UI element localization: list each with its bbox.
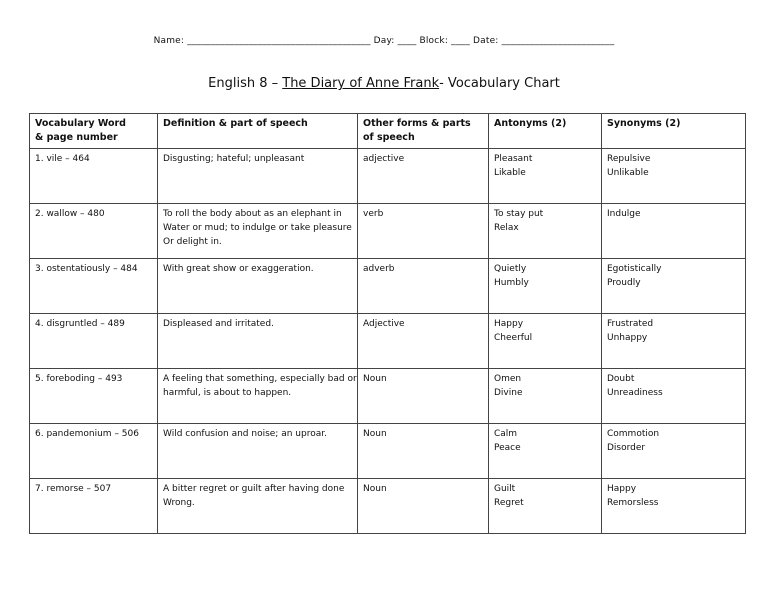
definition-line: Disgusting; hateful; unpleasant xyxy=(163,154,305,164)
table-row xyxy=(30,424,746,479)
definition-line: Water or mud; to indulge or take pleasure xyxy=(163,223,352,233)
table-row xyxy=(30,149,746,204)
antonyms-cell xyxy=(489,259,602,314)
forms-cell: adverb xyxy=(358,259,489,314)
synonym: Unhappy xyxy=(607,333,648,343)
word-cell: 2. wallow – 480 xyxy=(30,204,158,259)
antonym: Humbly xyxy=(494,278,529,288)
antonyms-cell xyxy=(489,424,602,479)
title-prefix: English 8 – xyxy=(208,76,283,91)
header-definition xyxy=(158,114,358,149)
table-row xyxy=(30,314,746,369)
name-blank[interactable]: _______________________________________ xyxy=(187,36,371,46)
header-other-forms xyxy=(358,114,489,149)
definition-cell xyxy=(158,369,358,424)
antonyms-cell xyxy=(489,314,602,369)
word-cell: 1. vile – 464 xyxy=(30,149,158,204)
word-cell: 3. ostentatiously – 484 xyxy=(30,259,158,314)
forms-cell: Noun xyxy=(358,424,489,479)
synonym: Commotion xyxy=(607,429,660,439)
table-row xyxy=(30,369,746,424)
header-line: Vocabulary Word xyxy=(35,118,126,129)
day-label: Day: xyxy=(373,36,395,46)
antonyms-cell xyxy=(489,369,602,424)
header-vocabulary-word xyxy=(30,114,158,149)
date-blank[interactable]: ________________________ xyxy=(501,36,615,46)
name-label: Name: xyxy=(153,36,185,46)
antonyms-cell xyxy=(489,204,602,259)
synonyms-cell xyxy=(602,314,746,369)
antonym: Quietly xyxy=(494,264,527,274)
table-row xyxy=(30,479,746,534)
header-antonyms xyxy=(489,114,602,149)
header-synonyms xyxy=(602,114,746,149)
antonyms-cell xyxy=(489,149,602,204)
page-title xyxy=(0,76,768,91)
header-line: Definition & part of speech xyxy=(163,118,308,129)
antonym: To stay put xyxy=(494,209,544,219)
synonyms-cell xyxy=(602,259,746,314)
forms-cell: Noun xyxy=(358,369,489,424)
synonyms-cell xyxy=(602,479,746,534)
synonym: Happy xyxy=(607,484,637,494)
antonym: Guilt xyxy=(494,484,516,494)
antonym: Happy xyxy=(494,319,524,329)
antonym: Likable xyxy=(494,168,526,178)
table-row xyxy=(30,259,746,314)
word-cell: 5. foreboding – 493 xyxy=(30,369,158,424)
header-line: of speech xyxy=(363,132,415,143)
forms-cell: verb xyxy=(358,204,489,259)
synonym: Unlikable xyxy=(607,168,649,178)
antonyms-cell xyxy=(489,479,602,534)
student-info-line xyxy=(0,36,768,46)
header-line: Synonyms (2) xyxy=(607,118,681,129)
book-title: The Diary of Anne Frank xyxy=(282,76,440,91)
word-cell: 4. disgruntled – 489 xyxy=(30,314,158,369)
antonym: Cheerful xyxy=(494,333,533,343)
synonym: Frustrated xyxy=(607,319,654,329)
table-row xyxy=(30,204,746,259)
antonym: Pleasant xyxy=(494,154,533,164)
synonym: Egotistically xyxy=(607,264,662,274)
definition-cell xyxy=(158,314,358,369)
date-label: Date: xyxy=(473,36,499,46)
header-line: Other forms & parts xyxy=(363,118,471,129)
synonyms-cell xyxy=(602,424,746,479)
definition-line: A bitter regret or guilt after having done xyxy=(163,484,345,494)
definition-line: To roll the body about as an elephant in xyxy=(163,209,342,219)
synonym: Doubt xyxy=(607,374,635,384)
synonym: Repulsive xyxy=(607,154,651,164)
table-header-row xyxy=(30,114,746,149)
synonym: Disorder xyxy=(607,443,646,453)
word-cell: 6. pandemonium – 506 xyxy=(30,424,158,479)
antonym: Relax xyxy=(494,223,519,233)
forms-cell: adjective xyxy=(358,149,489,204)
definition-cell xyxy=(158,204,358,259)
definition-cell xyxy=(158,424,358,479)
definition-line: harmful, is about to happen. xyxy=(163,388,292,398)
synonym: Remorsless xyxy=(607,498,659,508)
definition-cell xyxy=(158,149,358,204)
header-line: & page number xyxy=(35,132,118,143)
definition-line: A feeling that something, especially bad or xyxy=(163,374,357,384)
synonym: Proudly xyxy=(607,278,641,288)
title-suffix: - Vocabulary Chart xyxy=(439,76,560,91)
antonym: Divine xyxy=(494,388,523,398)
synonym: Unreadiness xyxy=(607,388,663,398)
synonyms-cell xyxy=(602,369,746,424)
antonym: Omen xyxy=(494,374,522,384)
day-blank[interactable]: ____ xyxy=(397,36,417,46)
definition-line: Wrong. xyxy=(163,498,195,508)
synonym: Indulge xyxy=(607,209,641,219)
synonyms-cell xyxy=(602,204,746,259)
synonyms-cell xyxy=(602,149,746,204)
antonym: Peace xyxy=(494,443,521,453)
forms-cell: Noun xyxy=(358,479,489,534)
definition-line: Or delight in. xyxy=(163,237,222,247)
block-label: Block: xyxy=(419,36,449,46)
word-cell: 7. remorse – 507 xyxy=(30,479,158,534)
forms-cell: Adjective xyxy=(358,314,489,369)
definition-line: Displeased and irritated. xyxy=(163,319,274,329)
antonym: Calm xyxy=(494,429,518,439)
definition-cell xyxy=(158,479,358,534)
definition-line: Wild confusion and noise; an uproar. xyxy=(163,429,327,439)
definition-cell xyxy=(158,259,358,314)
vocabulary-table xyxy=(29,113,746,534)
definition-line: With great show or exaggeration. xyxy=(163,264,314,274)
header-line: Antonyms (2) xyxy=(494,118,567,129)
antonym: Regret xyxy=(494,498,524,508)
block-blank[interactable]: ____ xyxy=(451,36,470,46)
